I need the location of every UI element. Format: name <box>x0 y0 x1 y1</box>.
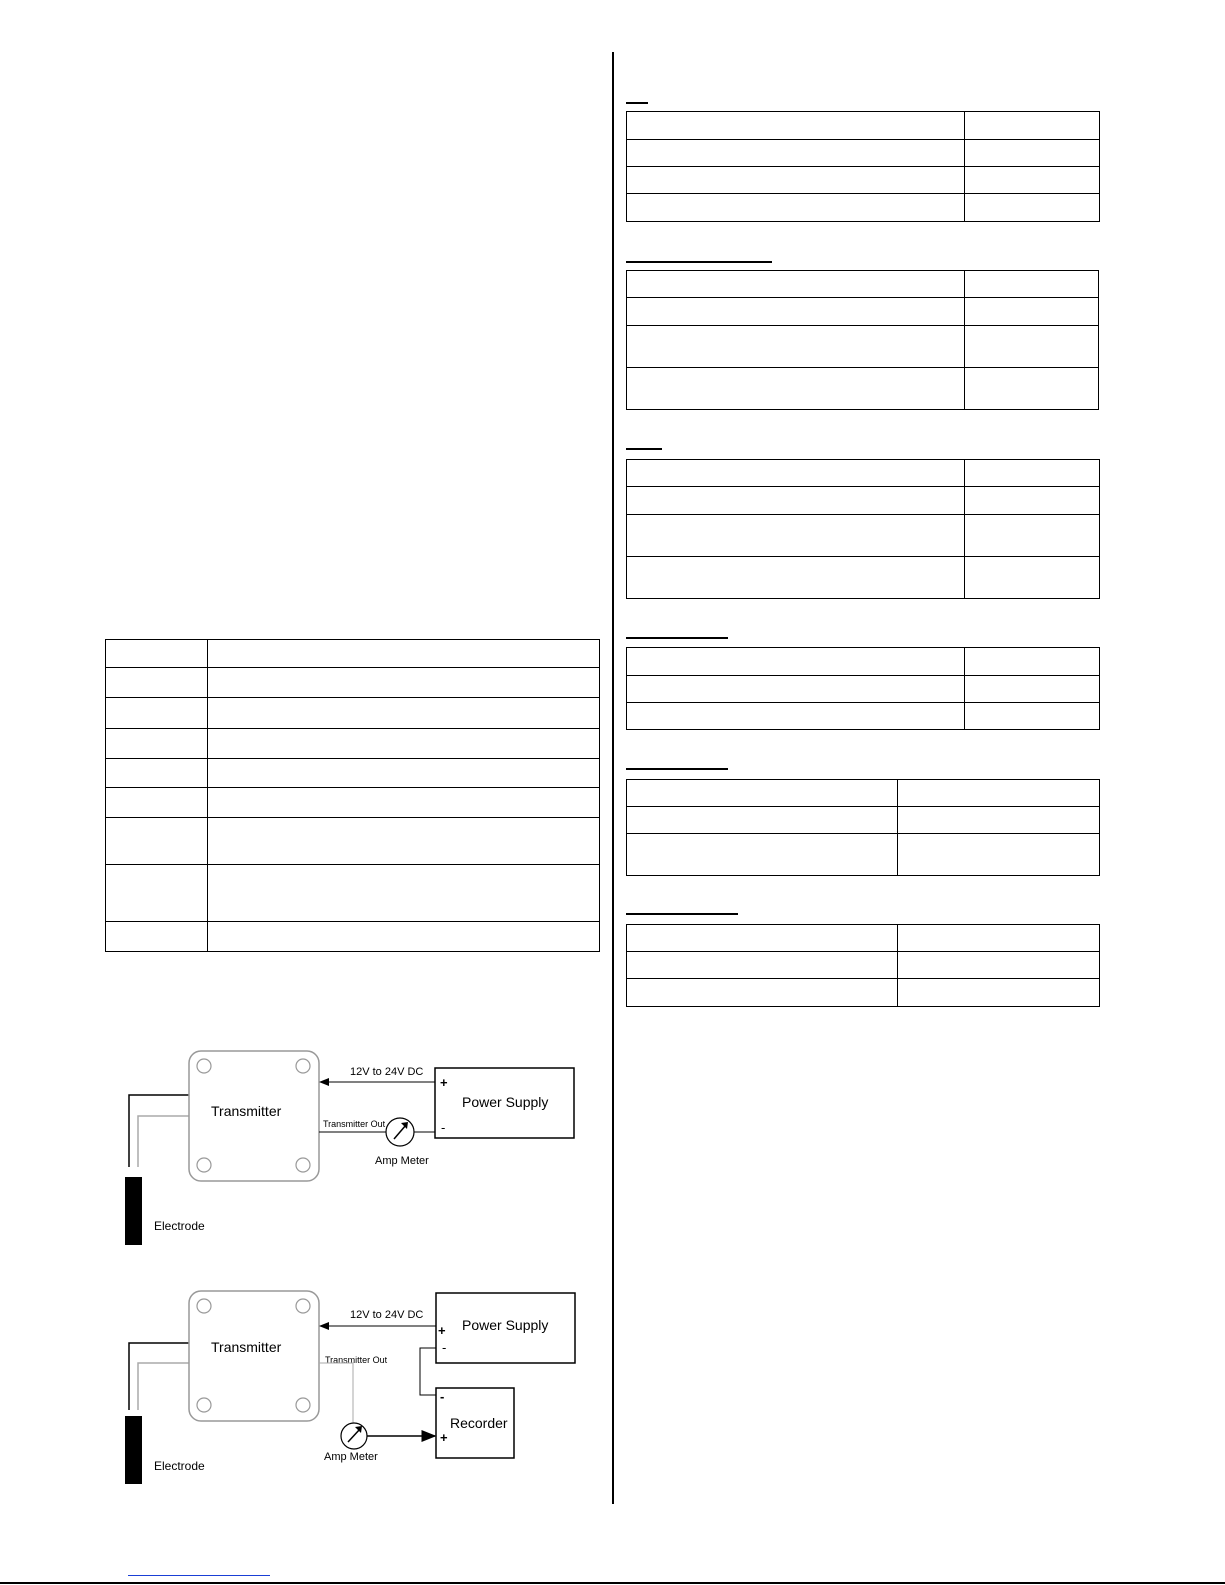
table-row <box>627 648 1100 676</box>
plus-terminal: + <box>440 1075 448 1090</box>
transmitter-label: Transmitter <box>211 1339 282 1355</box>
section-title-rule <box>626 261 772 263</box>
recorder-minus: - <box>440 1389 445 1404</box>
table-row <box>627 140 1100 167</box>
table-row <box>106 788 600 818</box>
ground-wire <box>420 1348 436 1395</box>
table-row <box>627 487 1100 515</box>
mounting-hole <box>197 1299 211 1313</box>
mounting-hole <box>197 1398 211 1412</box>
footer-link-underline[interactable] <box>128 1575 270 1576</box>
spec-table-2 <box>626 270 1099 410</box>
mounting-hole <box>296 1299 310 1313</box>
minus-terminal: - <box>442 1340 447 1355</box>
table-row <box>106 759 600 788</box>
mounting-hole <box>296 1398 310 1412</box>
amp-meter-label: Amp Meter <box>375 1155 429 1167</box>
table-row <box>627 925 1100 952</box>
column-divider <box>612 52 614 1504</box>
table-row <box>627 703 1100 730</box>
mounting-hole <box>296 1059 310 1073</box>
table-row <box>627 952 1100 979</box>
supply-label: 12V to 24V DC <box>350 1309 424 1321</box>
table-row <box>627 807 1100 834</box>
electrode <box>125 1416 142 1484</box>
table-row <box>106 818 600 865</box>
mounting-hole <box>296 1158 310 1172</box>
spec-table-6 <box>626 924 1100 1007</box>
table-row <box>106 698 600 729</box>
table-row <box>627 298 1099 326</box>
spec-table-1 <box>626 111 1100 222</box>
table-row <box>106 865 600 922</box>
table-row <box>627 326 1099 368</box>
left-table <box>105 639 600 952</box>
spec-table-4 <box>626 647 1100 730</box>
table-row <box>627 834 1100 876</box>
section-title-rule <box>626 913 738 915</box>
spec-table-5 <box>626 779 1100 876</box>
table-row <box>627 271 1099 298</box>
mounting-hole <box>197 1059 211 1073</box>
table-row <box>627 368 1099 410</box>
section-title-rule <box>626 448 662 450</box>
table-row <box>627 557 1100 599</box>
section-title-rule <box>626 102 648 104</box>
section-title-rule <box>626 768 728 770</box>
wiring-diagram-1 <box>110 1050 590 1250</box>
table-row <box>106 729 600 759</box>
table-row <box>106 922 600 952</box>
wiring-diagram-2 <box>110 1290 590 1490</box>
plus-terminal: + <box>438 1323 446 1338</box>
electrode-wire-grey <box>138 1116 190 1167</box>
output-label: Transmitter Out <box>325 1355 388 1365</box>
table-row <box>627 515 1100 557</box>
table-row <box>627 112 1100 140</box>
spec-table-3 <box>626 459 1100 599</box>
table-row <box>627 676 1100 703</box>
output-label: Transmitter Out <box>323 1119 386 1129</box>
electrode-label: Electrode <box>154 1219 205 1233</box>
electrode <box>125 1177 142 1245</box>
table-row <box>106 668 600 698</box>
table-row <box>627 460 1100 487</box>
mounting-hole <box>197 1158 211 1172</box>
supply-label: 12V to 24V DC <box>350 1066 424 1078</box>
section-title-rule <box>626 637 728 639</box>
recorder-label: Recorder <box>450 1415 508 1431</box>
power-supply-label: Power Supply <box>462 1317 549 1333</box>
electrode-label: Electrode <box>154 1459 205 1473</box>
table-row <box>627 194 1100 222</box>
recorder-plus: + <box>440 1430 448 1445</box>
table-row <box>627 167 1100 194</box>
power-supply-label: Power Supply <box>462 1094 549 1110</box>
footer-rule <box>0 1582 1225 1584</box>
transmitter-label: Transmitter <box>211 1103 282 1119</box>
table-row <box>627 780 1100 807</box>
minus-terminal: - <box>441 1120 446 1135</box>
amp-meter-label: Amp Meter <box>324 1451 378 1463</box>
table-row <box>627 979 1100 1007</box>
table-row <box>106 640 600 668</box>
electrode-wire-grey <box>138 1363 190 1410</box>
